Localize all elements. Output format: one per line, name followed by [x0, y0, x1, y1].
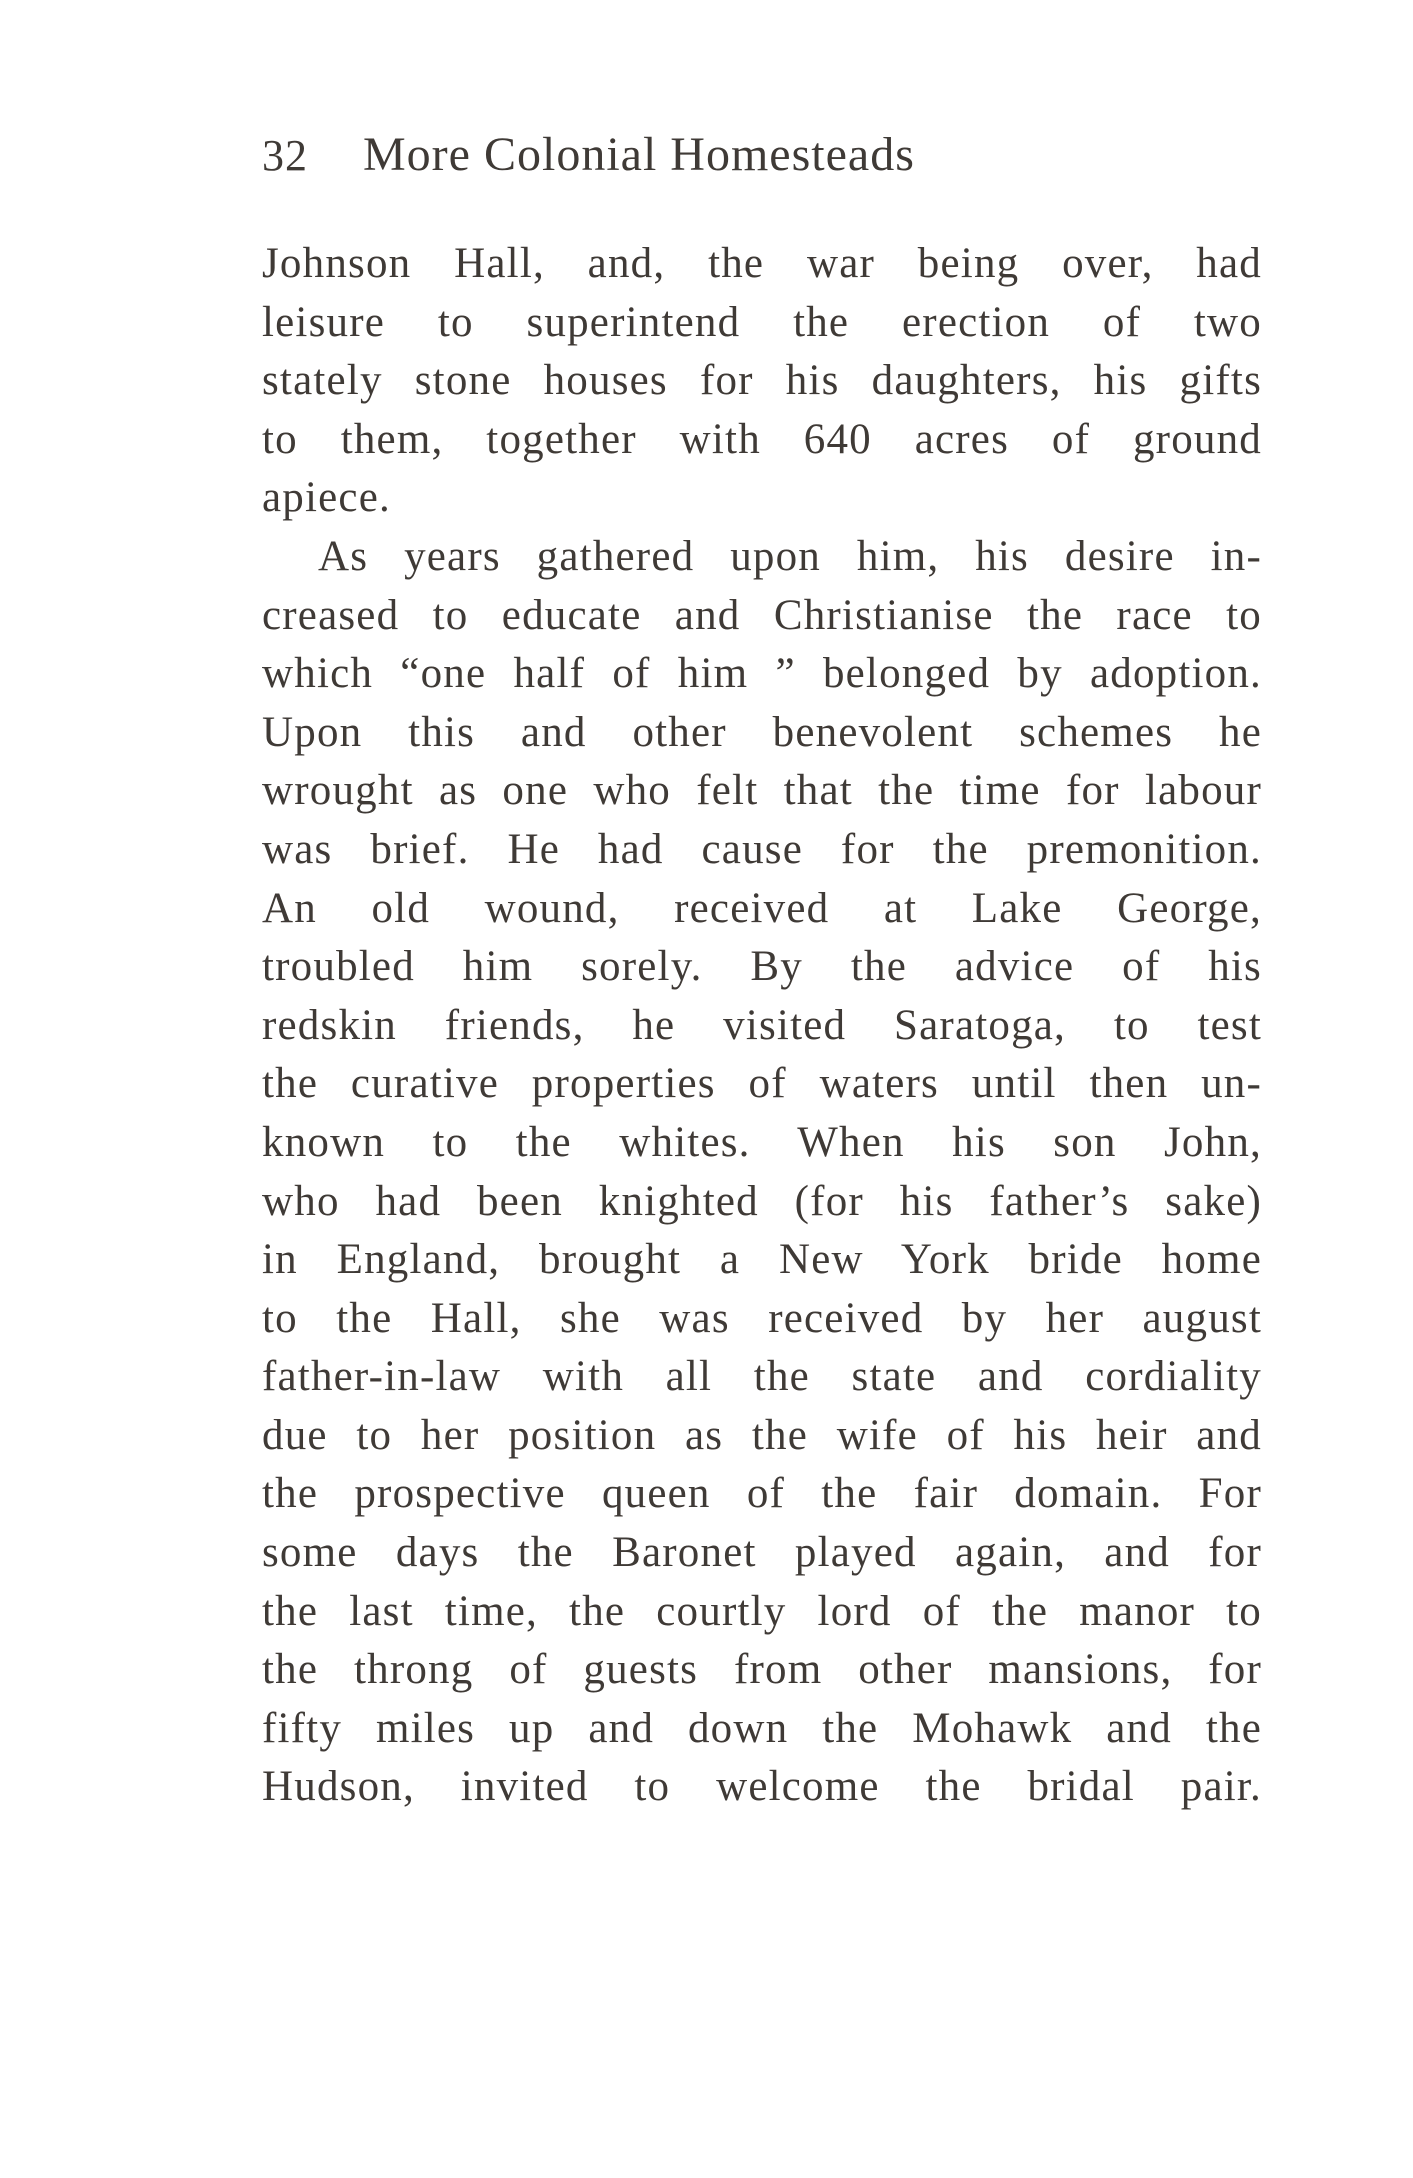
- text-line: fifty miles up and down the Mohawk and the: [262, 1704, 1262, 1752]
- text-line: Hudson, invited to welcome the bridal pair.: [262, 1763, 1262, 1811]
- text-line: As years gathered upon him, his desire in-: [318, 532, 1262, 580]
- page-number: 32: [262, 131, 308, 180]
- text-line: the prospective queen of the fair domain. For: [262, 1470, 1262, 1518]
- running-head: [262, 120, 1262, 190]
- body-text: [262, 235, 1262, 1817]
- text-line: the curative properties of waters until then un-: [262, 1060, 1262, 1108]
- text-line: stately stone houses for his daughters, his gifts: [262, 357, 1262, 405]
- text-line: redskin friends, he visited Saratoga, to test: [262, 1001, 1262, 1049]
- text-line: in England, brought a New York bride home: [262, 1236, 1262, 1284]
- book-title: More Colonial Homesteads: [363, 128, 915, 181]
- text-line: some days the Baronet played again, and for: [262, 1529, 1262, 1577]
- text-line: to them, together with 640 acres of ground: [262, 415, 1262, 463]
- text-line: due to her position as the wife of his heir and: [262, 1411, 1262, 1459]
- text-line: to the Hall, she was received by her august: [262, 1294, 1262, 1342]
- text-line: An old wound, received at Lake George,: [262, 884, 1262, 932]
- text-line: creased to educate and Christianise the race to: [262, 591, 1262, 639]
- text-line: leisure to superintend the erection of two: [262, 298, 1262, 346]
- text-line: which “one half of him ” belonged by adoption.: [262, 650, 1262, 698]
- text-line: was brief. He had cause for the premonition.: [262, 825, 1262, 873]
- text-line: apiece.: [262, 474, 391, 522]
- text-line: the throng of guests from other mansions, for: [262, 1646, 1262, 1694]
- text-line: wrought as one who felt that the time for labour: [262, 767, 1262, 815]
- text-line: the last time, the courtly lord of the manor to: [262, 1587, 1262, 1635]
- text-line: known to the whites. When his son John,: [262, 1118, 1262, 1166]
- text-line: father-in-law with all the state and cordiality: [262, 1353, 1262, 1401]
- text-line: Upon this and other benevolent schemes he: [262, 708, 1262, 756]
- text-line: troubled him sorely. By the advice of his: [262, 943, 1262, 991]
- text-line: who had been knighted (for his father’s sake): [262, 1177, 1262, 1225]
- text-line: Johnson Hall, and, the war being over, had: [262, 240, 1262, 287]
